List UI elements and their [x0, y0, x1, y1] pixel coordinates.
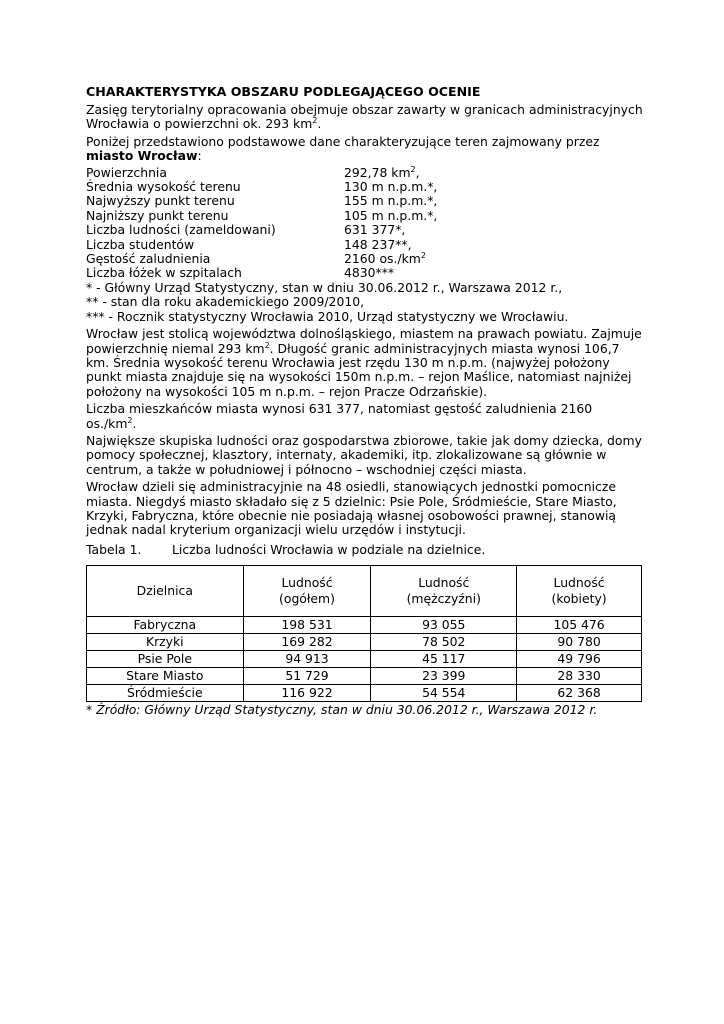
- footnote: * - Główny Urząd Statystyczny, stan w dniu 30.06.2012 r., Warszawa 2012 r.,: [86, 279, 563, 295]
- stat-row: [86, 194, 646, 208]
- table-row: [87, 667, 642, 684]
- table-source: * Źródło: Główny Urząd Statystyczny, stan w dniu 30.06.2012 r., Warszawa 2012 r.: [86, 701, 598, 717]
- stat-row: [86, 180, 646, 194]
- table-row: [87, 616, 642, 633]
- paragraph-overview: Wrocław jest stolicą województwa dolnośląskiego, miastem na prawach powiatu. Zajmuje powierzchnię niemal 293 $km^2$. Długość granic administracyjnych miasta wynosi 106,7 km. Średnia wysokość terenu Wrocławia jest rzędu 130 m n.p.m. (najwyżej położony punkt miasta znajduje się na wysokości 150m n.p.m. – rejon Maślice, natomiast najniżej położony na wysokości 105 m n.p.m. – rejon Pracze Odrzańskie).: [86, 326, 642, 399]
- header-women: Ludność (kobiety): [517, 565, 642, 616]
- section-heading: CHARAKTERYSTYKA OBSZARU PODLEGAJĄCEGO OCENIE: [86, 84, 481, 99]
- stat-value: 105 m n.p.m.*,: [344, 207, 438, 223]
- intro-sup: 2: [312, 116, 318, 126]
- cell-women: 62 368: [517, 684, 642, 701]
- stat-label: Najwyższy punkt terenu: [86, 193, 235, 209]
- stat-label: Średnia wysokość terenu: [86, 179, 241, 195]
- cell-district: Krzyki: [87, 633, 244, 650]
- intro-text: Zasięg terytorialny opracowania obejmuje obszar zawarty w granicach administracyjnych Wrocławia o powierzchni ok. 293 km: [86, 102, 643, 132]
- cell-men: 54 554: [371, 684, 517, 701]
- table-header-row: [87, 565, 642, 616]
- stat-row: [86, 238, 646, 252]
- header-men: Ludność (mężczyźni): [371, 565, 517, 616]
- paragraph-population: Liczba mieszkańców miasta wynosi 631 377, natomiast gęstość zaludnienia 2160 $os./km^2$.: [86, 401, 593, 431]
- stat-label: Liczba ludności (zameldowani): [86, 222, 276, 238]
- cell-men: 23 399: [371, 667, 517, 684]
- lead-end: :: [197, 148, 202, 164]
- stat-row: [86, 166, 646, 180]
- stats-list: [86, 166, 646, 281]
- stat-label: Najniższy punkt terenu: [86, 207, 229, 223]
- cell-district: Stare Miasto: [87, 667, 244, 684]
- intro-paragraph: [86, 103, 646, 132]
- lead-paragraph: [86, 135, 646, 164]
- header-total: Ludność (ogółem): [243, 565, 371, 616]
- stat-value: 292,78 $km^2$,: [344, 164, 420, 180]
- cell-total: 198 531: [243, 616, 371, 633]
- footnotes: [86, 281, 646, 324]
- table-row: [87, 633, 642, 650]
- cell-men: 93 055: [371, 616, 517, 633]
- stat-value: 2160 $os./km^2$: [344, 250, 426, 267]
- stat-label: Liczba studentów: [86, 236, 195, 252]
- cell-men: 78 502: [371, 633, 517, 650]
- lead-bold: miasto Wrocław: [86, 148, 198, 164]
- population-table: [86, 565, 642, 702]
- cell-women: 28 330: [517, 667, 642, 684]
- cell-district: Śródmieście: [87, 684, 244, 701]
- cell-women: 105 476: [517, 616, 642, 633]
- footnote: *** - Rocznik statystyczny Wrocławia 2010, Urząd statystyczny we Wrocławiu.: [86, 308, 569, 324]
- stat-label: Powierzchnia: [86, 164, 167, 180]
- stat-value: 155 m n.p.m.*,: [344, 193, 438, 209]
- cell-total: 169 282: [243, 633, 371, 650]
- cell-district: Psie Pole: [87, 650, 244, 667]
- paragraph-settlements: Największe skupiska ludności oraz gospodarstwa zbiorowe, takie jak domy dziecka, domy pomocy społecznej, klasztory, internaty, akademiki, itp. zlokalizowane są głównie w centrum, a także w południowej i północno – wschodniej części miasta.: [86, 432, 642, 477]
- table-row: [87, 650, 642, 667]
- table-caption: [86, 542, 646, 557]
- stat-row: [86, 223, 646, 237]
- stat-value: 631 377*,: [344, 222, 406, 238]
- footnote: ** - stan dla roku akademickiego 2009/2010,: [86, 294, 365, 310]
- stat-row: [86, 266, 646, 280]
- stat-row: [86, 209, 646, 223]
- stat-label: Gęstość zaludnienia: [86, 251, 211, 267]
- stat-row: [86, 252, 646, 266]
- paragraph-districts: Wrocław dzieli się administracyjnie na 48 osiedli, stanowiących jednostki pomocnicze miasta. Niegdyś miasto składało się z 5 dzielnic: Psie Pole, Śródmieście, Stare Miasto, Krzyki, Fabryczna, które obecnie nie posiadają własnej osobowości prawnej, stanowią jednak nadal kryterium organizacji wielu urzędów i instytucji.: [86, 479, 617, 538]
- lead-text: Poniżej przedstawiono podstawowe dane charakteryzujące teren zajmowany przez: [86, 133, 600, 149]
- header-district: Dzielnica: [87, 565, 244, 616]
- table-row: [87, 684, 642, 701]
- cell-women: 90 780: [517, 633, 642, 650]
- cell-total: 116 922: [243, 684, 371, 701]
- stat-label: Liczba łóżek w szpitalach: [86, 265, 242, 281]
- intro-end: .: [317, 116, 322, 132]
- stat-value: 148 237**,: [344, 236, 412, 252]
- cell-total: 94 913: [243, 650, 371, 667]
- cell-total: 51 729: [243, 667, 371, 684]
- table-number: Tabela 1.: [86, 541, 142, 557]
- cell-men: 45 117: [371, 650, 517, 667]
- cell-women: 49 796: [517, 650, 642, 667]
- table-title: Liczba ludności Wrocławia w podziale na dzielnice.: [172, 541, 486, 557]
- stat-value: 130 m n.p.m.*,: [344, 179, 438, 195]
- cell-district: Fabryczna: [87, 616, 244, 633]
- document-content: [86, 84, 646, 717]
- stat-value: 4830***: [344, 265, 395, 281]
